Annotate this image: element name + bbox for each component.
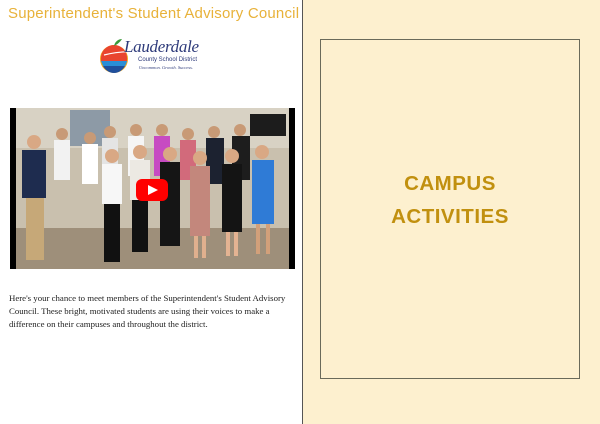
heading-line-2: ACTIVITIES (391, 205, 509, 228)
campus-activities-heading (321, 167, 579, 233)
logo-name: Lauderdale (124, 37, 199, 56)
heading-line-1: CAMPUS (404, 172, 496, 195)
play-button[interactable] (136, 179, 168, 201)
video-player[interactable] (10, 108, 295, 269)
right-page (303, 0, 600, 424)
logo-subtitle: County School District (138, 57, 198, 63)
activities-frame (320, 39, 580, 379)
council-title: Superintendent's Student Advisory Council (8, 5, 300, 22)
district-logo (98, 35, 200, 79)
play-icon (148, 185, 158, 195)
council-description: Here's your chance to meet members of the Superintendent's Student Advisory Council. These bright, motivated students are using their voices to make a difference on their campuses and throughout the district. (9, 293, 286, 330)
logo-motto: Uncommon. Growth. Success. (139, 65, 193, 70)
